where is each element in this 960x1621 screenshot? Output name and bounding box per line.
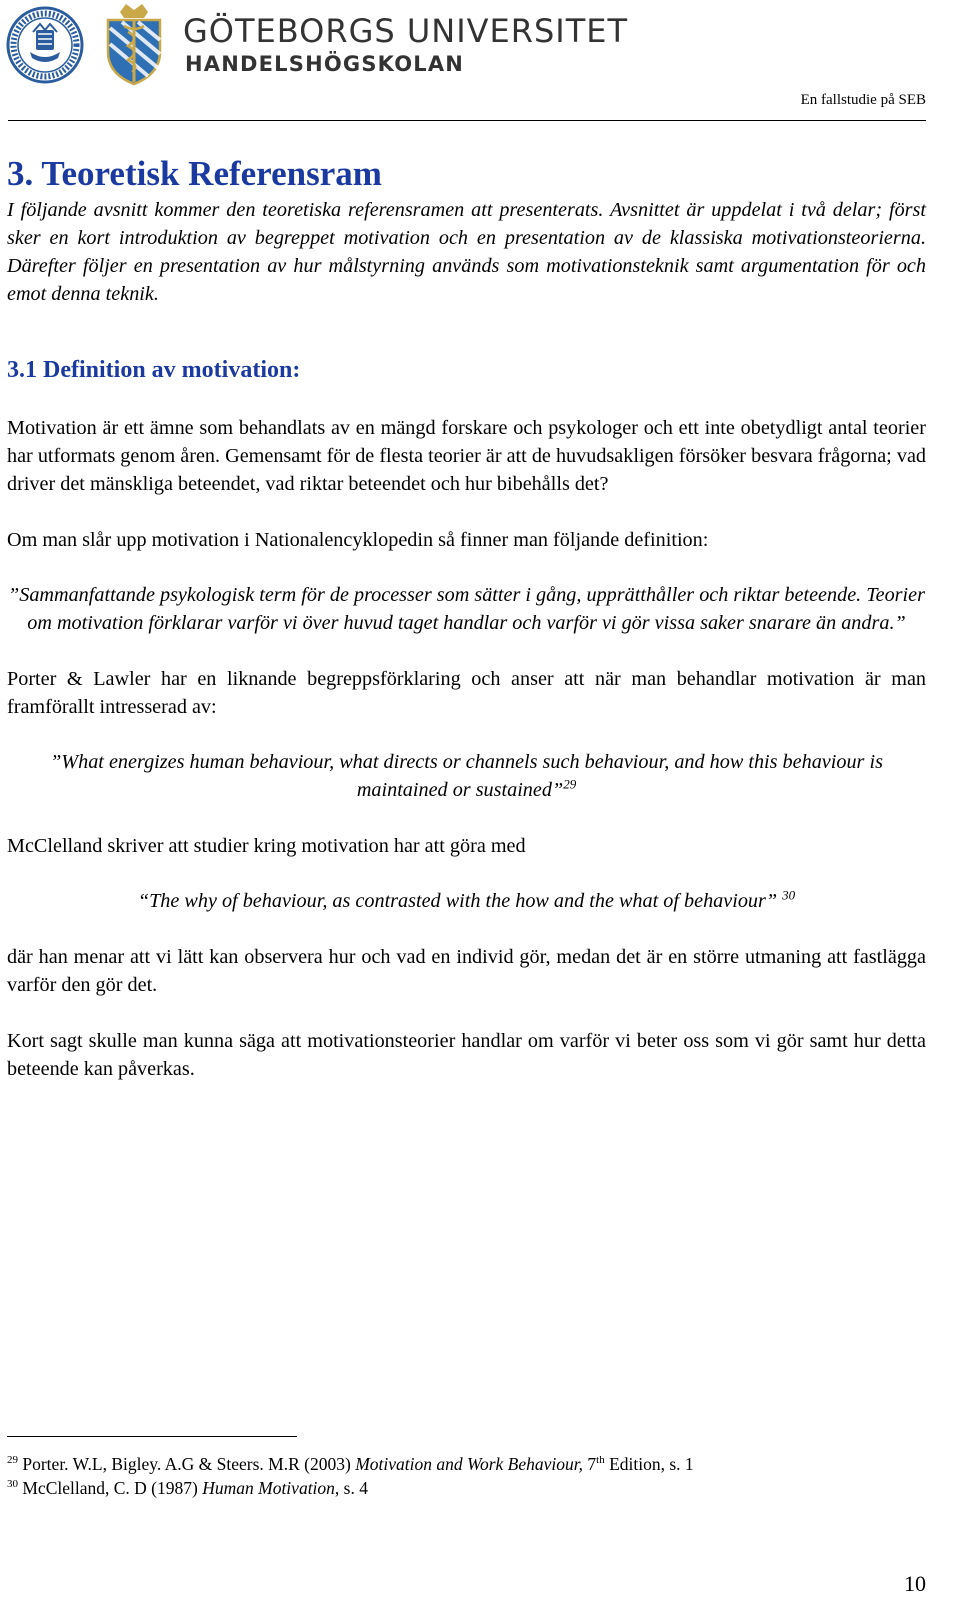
header-logo-area <box>0 0 640 90</box>
quote-porter-lawler <box>7 748 926 804</box>
footnote-text: Porter. W.L, Bigley. A.G & Steers. M.R (2003) <box>22 1454 356 1474</box>
footnote-number: 29 <box>7 1454 18 1467</box>
paragraph-mcclelland: McClelland skriver att studier kring motivation har att göra med <box>7 835 526 857</box>
footnote-ref-29[interactable]: 29 <box>563 776 577 792</box>
quote-mcclelland-text: “The why of behaviour, as contrasted with the how and the what of behaviour” <box>137 890 778 912</box>
school-name: HANDELSHÖGSKOLAN <box>185 52 465 76</box>
section-title: 3. Teoretisk Referensram <box>7 154 382 193</box>
university-name: GÖTEBORGS UNIVERSITET <box>183 12 629 50</box>
section-intro: I följande avsnitt kommer den teoretiska referensramen att presenterats. Avsnittet är uppdelat i två delar; först sker en kort introduktion av begreppet motivation och en presentation av de klassiska motivationsteorierna. Därefter följer en presentation av hur målstyrning används som motivationsteknik samt argumentation för och emot denna teknik. <box>7 199 926 305</box>
footnote-text: McClelland, C. D (1987) <box>22 1478 203 1498</box>
footnote-edition-number: 7 <box>583 1454 597 1474</box>
footnotes <box>7 1452 926 1500</box>
quote-ne-definition: ”Sammanfattande psykologisk term för de processer som sätter i gång, upprätthåller och riktar beteende. Teorier om motivation förklarar varför vi över huvud taget handlar och varför vi gör vissa saker snarare än andra.” <box>8 584 925 634</box>
paragraph-ne-definition-intro: Om man slår upp motivation i Nationalencyklopedin så finner man följande definition: <box>7 529 709 551</box>
subsection-title: 3.1 Definition av motivation: <box>7 357 301 383</box>
quote-porter-lawler-text: ”What energizes human behaviour, what directs or channels such behaviour, and how this behaviour is maintained or sustained” <box>50 751 883 801</box>
footnote-separator <box>7 1436 297 1437</box>
footnote-work-title: Human Motivation <box>202 1478 335 1498</box>
footnote-work-title: Motivation and Work Behaviour, <box>355 1454 584 1474</box>
university-seal-icon <box>6 6 84 84</box>
footnote-ref-30[interactable]: 30 <box>782 887 796 903</box>
paragraph-summary: Kort sagt skulle man kunna säga att motivationsteorier handlar om varför vi beter oss som vi gör samt hur detta beteende kan påverkas. <box>7 1030 926 1080</box>
footnote-30 <box>7 1476 926 1500</box>
footnote-edition-suffix: th <box>596 1454 605 1467</box>
main-content <box>7 152 926 1083</box>
footnote-text: Edition, s. 1 <box>604 1454 694 1474</box>
quote-mcclelland <box>7 887 926 915</box>
paragraph-porter-lawler: Porter & Lawler har en liknande begreppsförklaring och anser att när man behandlar motivation är man framförallt intresserad av: <box>7 668 926 718</box>
business-school-crest-icon <box>98 2 170 86</box>
footnote-text: , s. 4 <box>334 1478 368 1498</box>
page-number: 10 <box>904 1571 926 1596</box>
footnote-29 <box>7 1452 926 1476</box>
paragraph-motivation-overview: Motivation är ett ämne som behandlats av en mängd forskare och psykologer och ett inte obetydligt antal teorier har utformats genom åren. Gemensamt för de flesta teorier är att de huvudsakligen försöker besvara frågorna; vad driver det mänskliga beteendet, vad riktar beteendet och hur bibehålls det? <box>7 417 926 495</box>
paragraph-observation: där han menar att vi lätt kan observera hur och vad en individ gör, medan det är en större utmaning att fastlägga varför den gör det. <box>7 946 926 996</box>
running-head: En fallstudie på SEB <box>800 92 926 108</box>
footnote-number: 30 <box>7 1478 18 1491</box>
header-rule <box>8 120 926 121</box>
